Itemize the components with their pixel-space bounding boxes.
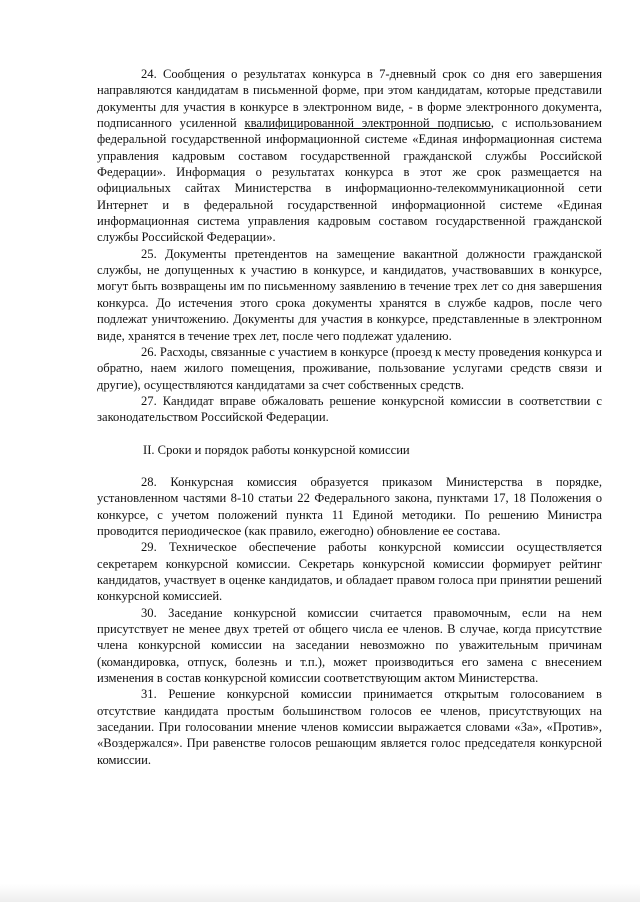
paragraph-24-text-start: 24. Сообщения о результатах конкурса в 7-дневный срок со дня его завершения направляются кандидатам в письменной форме, при этом кандидатам, которые представили документы для участия в конкурсе в электронном виде, - в форме электронного документа, подписанного усиленной xyxy=(97,67,602,131)
paragraph-31: 31. Решение конкурсной комиссии принимается открытым голосованием в отсутствие кандидата простым большинством голосов ее членов, присутствующих на заседании. При голосовании мнение членов комиссии выражается словами «За», «Против», «Воздержался». При равенстве голосов решающим является голос председателя конкурсной комиссии. xyxy=(97,687,602,767)
paragraph-30: 30. Заседание конкурсной комиссии считается правомочным, если на нем присутствует не менее двух третей от общего числа ее членов. В случае, когда присутствие члена конкурсной комиссии на заседании невозможно по уважительным причинам (командировка, отпуск, болезнь и т.п.), может производиться его замена с внесением изменения в состав конкурсной комиссии соответствующим актом Министерства. xyxy=(97,605,602,686)
paragraph-29: 29. Техническое обеспечение работы конкурсной комиссии осуществляется секретарем конкурсной комиссии. Секретарь конкурсной комиссии формирует рейтинг кандидатов, участвует в оценке кандидатов, и обладает правом голоса при принятии решений конкурсной комиссией. xyxy=(97,540,602,604)
paragraph-26: 26. Расходы, связанные с участием в конкурсе (проезд к месту проведения конкурса и обратно, наем жилого помещения, проживание, пользование услугами средств связи и другие), осуществляются кандидатами за счет собственных средств. xyxy=(97,344,602,392)
paragraph-27: 27. Кандидат вправе обжаловать решение конкурсной комиссии в соответствии с законодательством Российской Федерации. xyxy=(97,393,602,425)
paragraph-25: 25. Документы претендентов на замещение вакантной должности гражданской службы, не допущенных к участию в конкурсе, и кандидатов, участвовавших в конкурсе, могут быть возвращены им по письменному заявлению в течение трех лет со дня завершения конкурса. До истечения этого срока документы хранятся в службе кадров, после чего подлежат уничтожению. Документы для участия в конкурсе, представленные в электронном виде, хранятся в течение трех лет, после чего подлежат удалению. xyxy=(97,246,602,343)
paragraph-24-underlined-text: квалифицированной электронной подписью xyxy=(244,116,491,131)
scan-bottom-edge xyxy=(0,884,640,902)
paragraph-28: 28. Конкурсная комиссия образуется приказом Министерства в порядке, установленном частями 8-10 статьи 22 Федерального закона, пунктами 17, 18 Положения о конкурсе, с учетом положений пункта 11 Единой методики. По решению Министра проводится периодическое (как правило, ежегодно) обновление ее состава. xyxy=(97,474,602,538)
paragraph-24 xyxy=(97,66,602,246)
paragraph-24-text-end: , с использованием федеральной государственной информационной системе «Единая информационная система управления кадровым составом государственной гражданской службы Российской Федерации». Информация о результатах конкурса в этот же срок размещается на официальных сайтах Министерства в информационно-телекоммуникационной сети Интернет и в федеральной государственной информационной системе «Единая информационная система управления кадровым составом государственной гражданской службы Российской Федерации». xyxy=(97,116,602,245)
section-heading: II. Сроки и порядок работы конкурсной комиссии xyxy=(143,442,410,457)
document-body xyxy=(97,66,602,768)
